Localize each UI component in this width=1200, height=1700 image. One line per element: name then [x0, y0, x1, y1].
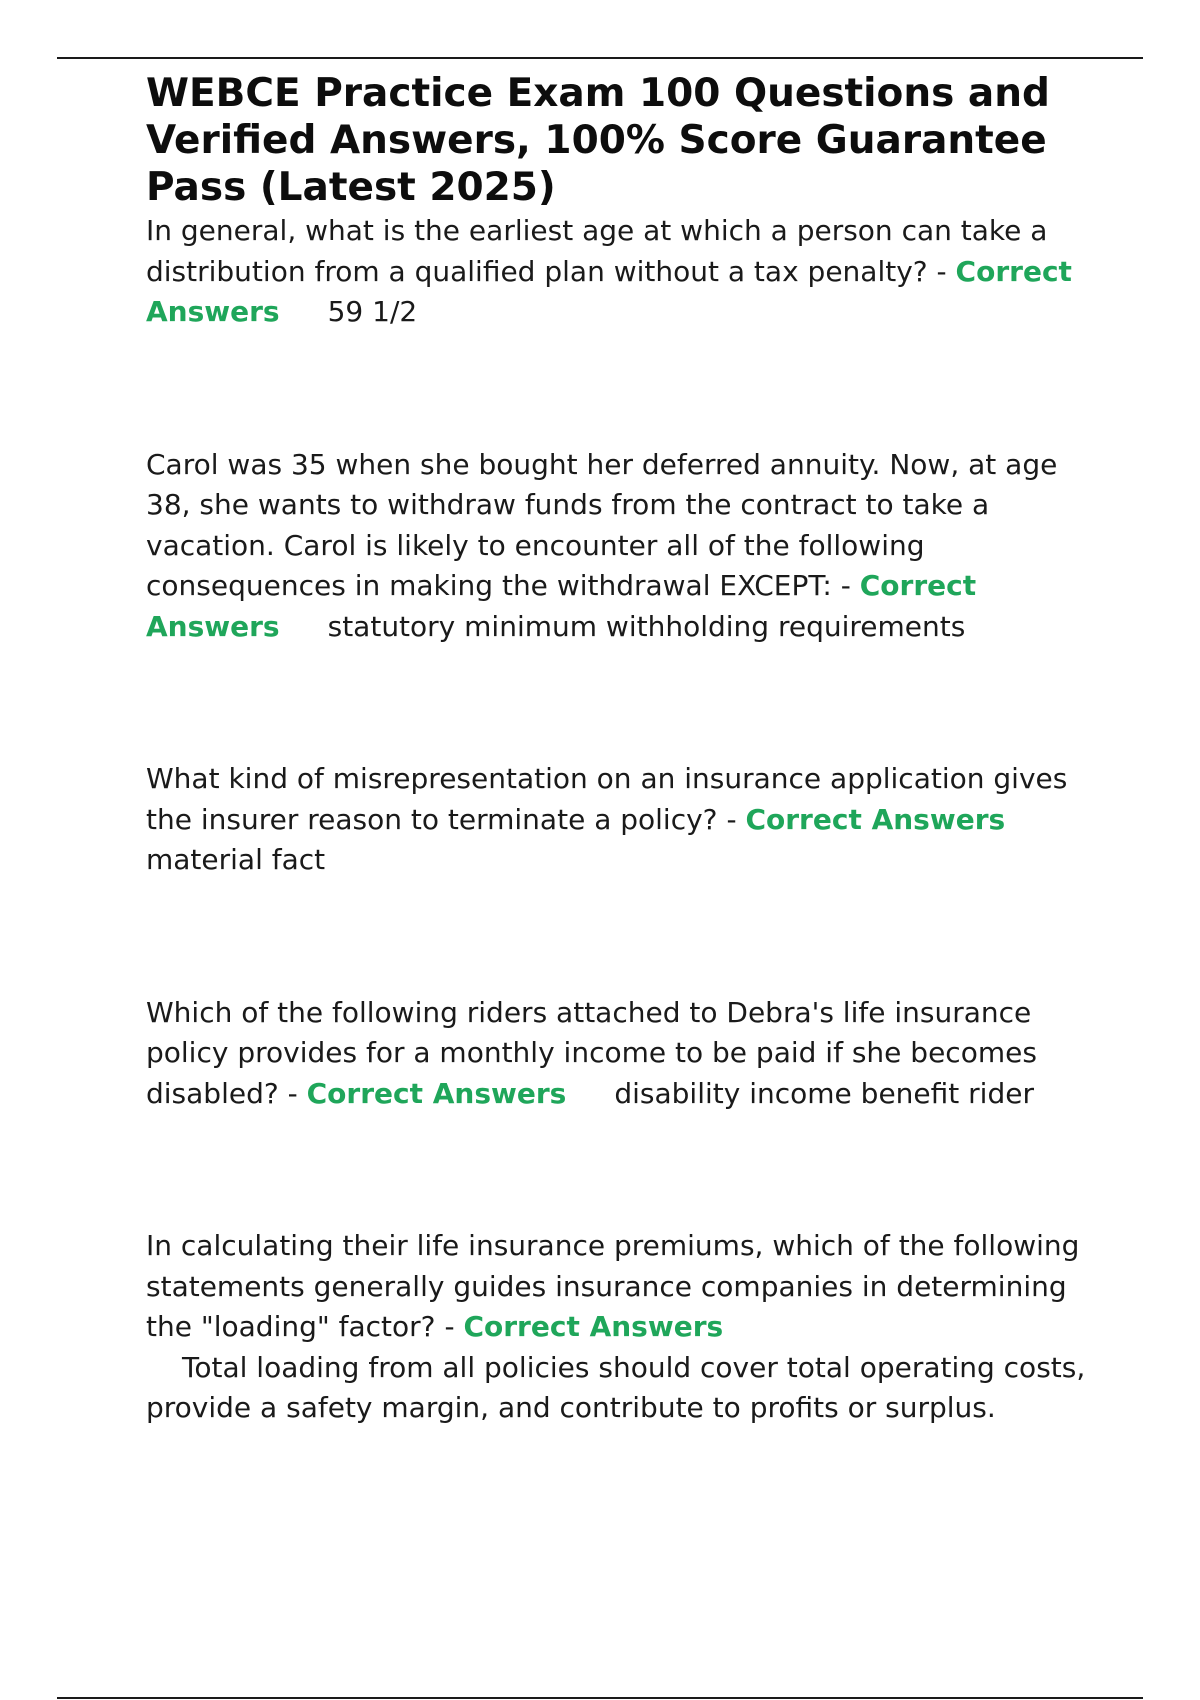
qa-item	[146, 759, 1086, 881]
answer-text: material fact	[146, 843, 326, 876]
qa-item	[146, 445, 1086, 648]
qa-item	[146, 211, 1086, 333]
answer-text: 59 1/2	[327, 295, 418, 328]
question-text: In calculating their life insurance premiums, which of the following statements generally guides insurance companies in determining the "loading" factor? -	[146, 1229, 1080, 1343]
qa-text	[146, 445, 1086, 648]
answer-text: statutory minimum withholding requirements	[327, 609, 966, 643]
document-title: WEBCE Practice Exam 100 Questions and Verified Answers, 100% Score Guarantee Pass (Latest 2025)	[146, 71, 1050, 210]
question-text: Carol was 35 when she bought her deferred annuity. Now, at age 38, she wants to withdraw funds from the contract to take a vacation. Carol is likely to encounter all of the following consequences in making the withdrawal EXCEPT: -	[146, 447, 1058, 602]
qa-text	[146, 1226, 1086, 1429]
qa-text	[146, 211, 1086, 333]
top-rule	[57, 57, 1143, 59]
question-text: What kind of misrepresentation on an insurance application gives the insurer reason to terminate a policy? -	[146, 762, 1068, 836]
qa-text	[146, 993, 1086, 1115]
document-content	[146, 70, 1086, 1429]
correct-answers-label: Correct Answers	[306, 1076, 567, 1110]
bottom-rule	[57, 1697, 1143, 1699]
question-text: Which of the following riders attached to Debra's life insurance policy provides for a monthly income to be paid if she becomes disabled? -	[146, 995, 1037, 1110]
correct-answers-label: Correct Answers	[745, 802, 1006, 836]
qa-item	[146, 993, 1086, 1115]
correct-answers-label: Correct Answers	[146, 254, 1072, 328]
answer-text: Total loading from all policies should cover total operating costs, provide a safety margin, and contribute to profits or surplus.	[146, 1350, 1086, 1424]
qa-item	[146, 1226, 1086, 1429]
correct-answers-label: Correct Answers	[146, 569, 977, 643]
answer-text: disability income benefit rider	[614, 1076, 1034, 1110]
correct-answers-label: Correct Answers	[463, 1310, 724, 1343]
qa-text	[146, 759, 1086, 881]
question-text: In general, what is the earliest age at which a person can take a distribution from a qualified plan without a tax penalty? -	[146, 214, 1048, 288]
